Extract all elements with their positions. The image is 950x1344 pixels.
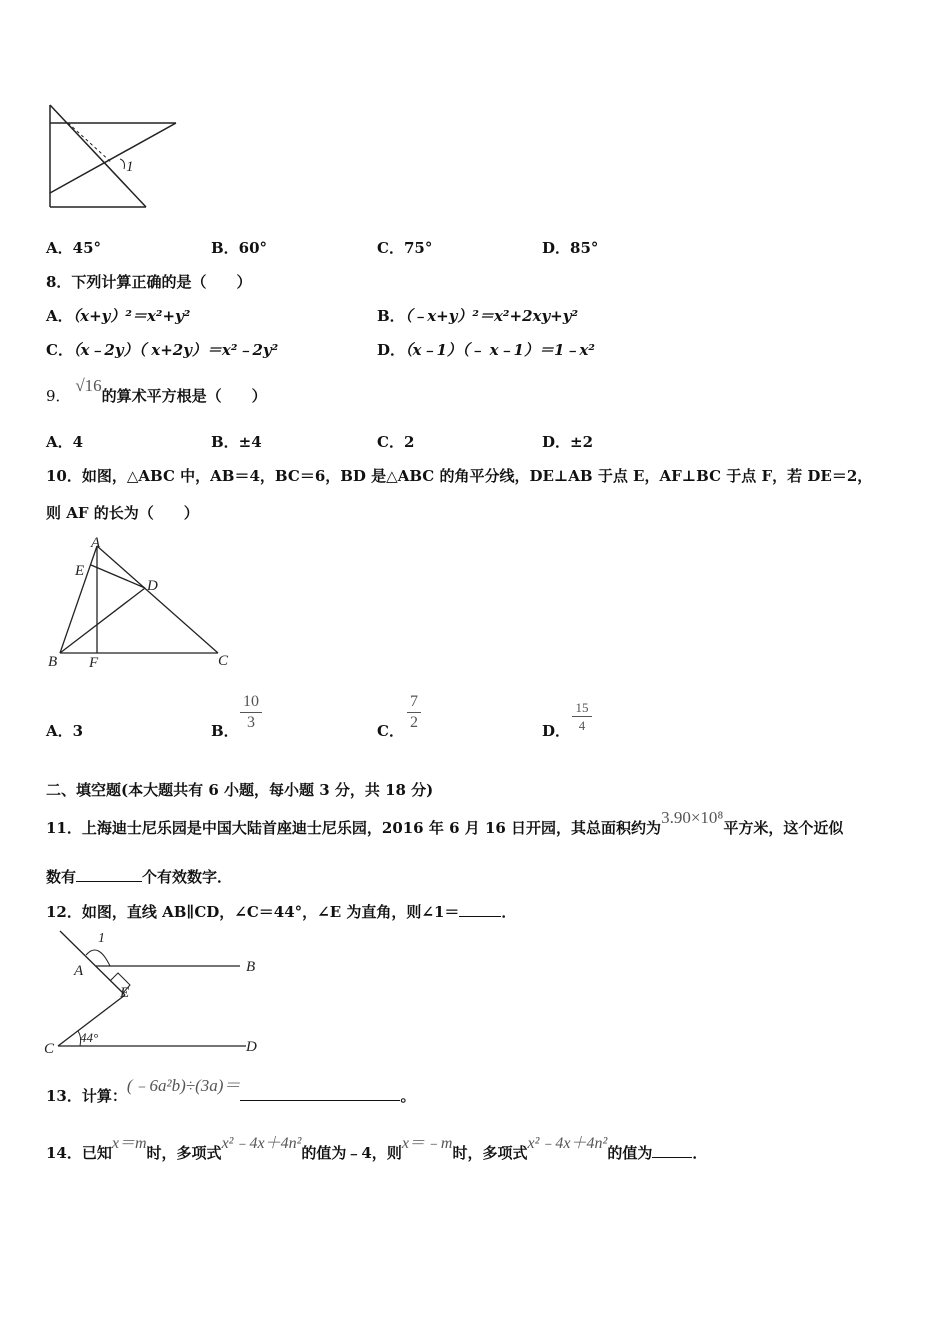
q11-line1 <box>46 808 844 838</box>
q12-stem-line <box>46 901 516 922</box>
q9-radical: √16 <box>75 376 102 395</box>
q14-math1: x＝m <box>111 1135 147 1152</box>
q7-option-a: A．45° <box>46 239 102 257</box>
q12-stem: 12．如图，直线 AB∥CD，∠C＝44°，∠E 为直角，则∠1＝ <box>46 903 460 921</box>
q8-option-a-expr: （x+y）²＝x²+y² <box>72 307 191 325</box>
q14-part4: 时，多项式 <box>452 1144 528 1162</box>
q10-option-b-fraction-bar <box>240 712 262 713</box>
q9-option-d: D．±2 <box>542 433 594 451</box>
q7-angle-label: 1 <box>126 159 134 175</box>
q12-label-e: E <box>120 985 130 1001</box>
q10-stem-line2: 则 AF 的长为（ ） <box>46 504 199 522</box>
q10-option-c-denominator: 2 <box>410 714 418 731</box>
q14-part1: 14．已知 <box>46 1144 112 1162</box>
q13-line <box>46 1076 416 1106</box>
q14-end: ． <box>692 1144 708 1162</box>
q13-math: (﹣6a²b)÷(3a)＝ <box>126 1076 241 1095</box>
q10-label-d: D <box>147 578 158 594</box>
q13-end: 。 <box>400 1087 416 1105</box>
q10-label-f: F <box>89 655 99 671</box>
q11-line2-a: 数有 <box>46 868 77 886</box>
q14-answer-blank[interactable] <box>652 1143 692 1158</box>
q12-label-c: C <box>44 1041 55 1057</box>
q12-figure <box>40 925 270 1060</box>
q10-option-b-numerator: 10 <box>243 693 259 710</box>
q14-math3: x＝﹣m <box>401 1135 453 1152</box>
q10-option-d-fraction <box>572 700 592 733</box>
q10-option-d-numerator: 15 <box>575 700 589 715</box>
q8-option-a-label: A． <box>46 307 73 325</box>
q10-label-e: E <box>75 563 85 579</box>
q8-option-b <box>377 305 578 326</box>
q9-option-a: A．4 <box>46 433 84 451</box>
q10-label-c: C <box>218 653 229 669</box>
q10-option-b-label: B． <box>211 722 239 740</box>
q9-option-c: C．2 <box>377 433 415 451</box>
q11-part2: 平方米，这个近似 <box>723 819 844 837</box>
q12-label-d: D <box>246 1039 257 1055</box>
q7-line-hypotenuse <box>50 105 146 207</box>
q11-math: 3.90×10⁸ <box>661 808 724 827</box>
q11-line2-b: 个有效数字． <box>142 868 233 886</box>
q10-option-a: A．3 <box>46 722 84 740</box>
q10-option-c-label: C． <box>377 722 404 740</box>
q10-option-b-fraction <box>240 693 262 732</box>
q9-number: 9． <box>46 387 71 405</box>
q10-label-a: A <box>91 535 101 551</box>
q13-answer-blank[interactable] <box>240 1086 400 1101</box>
q10-side-ac <box>97 546 218 653</box>
q14-math2: x²﹣4x＋4n² <box>221 1135 302 1152</box>
q10-option-d-denominator: 4 <box>578 718 586 733</box>
section-2-title: 二、填空题(本大题共有 6 小题，每小题 3 分，共 18 分) <box>46 781 434 799</box>
q7-option-b: B．60° <box>211 239 268 257</box>
q10-perp-de <box>91 565 145 588</box>
q14-part5: 的值为 <box>607 1144 653 1162</box>
q8-option-b-label: B． <box>377 307 405 325</box>
q10-option-c-fraction-bar <box>407 712 421 713</box>
q12-label-a: A <box>74 963 84 979</box>
q11-part1: 11．上海迪士尼乐园是中国大陆首座迪士尼乐园，2016 年 6 月 16 日开园，其总面积约为 <box>46 819 662 837</box>
q10-stem-line1: 10．如图，△ABC 中，AB＝4，BC＝6，BD 是△ABC 的角平分线，DE⊥AB 于点 E，AF⊥BC 于点 F，若 DE＝2， <box>46 467 873 485</box>
q13-number: 13．计算： <box>46 1087 127 1105</box>
q12-label-44: 44° <box>80 1030 99 1045</box>
q10-option-b-denominator: 3 <box>247 714 255 731</box>
q11-line2 <box>46 866 232 887</box>
q10-option-d-fraction-bar <box>572 716 592 717</box>
q8-option-d <box>377 339 595 360</box>
q14-part3: 的值为﹣4，则 <box>301 1144 402 1162</box>
q7-option-c: C．75° <box>377 239 433 257</box>
q7-option-d: D．85° <box>542 239 599 257</box>
q7-line-diagonal <box>50 123 176 193</box>
q8-option-c-expr: （x﹣2y）（ x+2y）＝x²﹣2y² <box>72 341 279 359</box>
q12-label-1: 1 <box>98 931 105 946</box>
q12-answer-blank[interactable] <box>459 902 501 917</box>
q14-part2: 时，多项式 <box>146 1144 222 1162</box>
q8-option-d-expr: （x﹣1）（﹣ x﹣1）＝1﹣x² <box>405 341 595 359</box>
q8-option-d-label: D． <box>377 341 406 359</box>
q11-answer-blank[interactable] <box>76 867 142 882</box>
q12-end: ． <box>501 903 517 921</box>
q9-stem-rest: 的算术平方根是（ ） <box>101 387 267 405</box>
q9-stem <box>46 376 267 406</box>
q14-line <box>46 1135 708 1163</box>
q12-angle1-arc <box>86 950 110 966</box>
q7-figure <box>40 95 190 215</box>
q8-option-c <box>46 339 278 360</box>
q8-stem: 8．下列计算正确的是（ ） <box>46 273 252 291</box>
q10-option-c-fraction <box>407 693 421 732</box>
q14-math4: x²﹣4x＋4n² <box>527 1135 608 1152</box>
q8-option-a <box>46 305 190 326</box>
q9-option-b: B．±4 <box>211 433 262 451</box>
q8-option-c-label: C． <box>46 341 73 359</box>
q10-option-c-numerator: 7 <box>410 693 418 710</box>
q10-figure <box>40 532 240 672</box>
q12-line-through-a <box>60 931 125 995</box>
q10-label-b: B <box>48 654 58 670</box>
q8-option-b-expr: （﹣x+y）²＝x²+2xy+y² <box>404 307 579 325</box>
q12-label-b: B <box>246 959 256 975</box>
q7-dashed-line <box>68 123 112 163</box>
q10-bisector-bd <box>60 588 145 653</box>
q10-option-d-label: D． <box>542 722 571 740</box>
q7-angle-arc <box>120 159 125 169</box>
